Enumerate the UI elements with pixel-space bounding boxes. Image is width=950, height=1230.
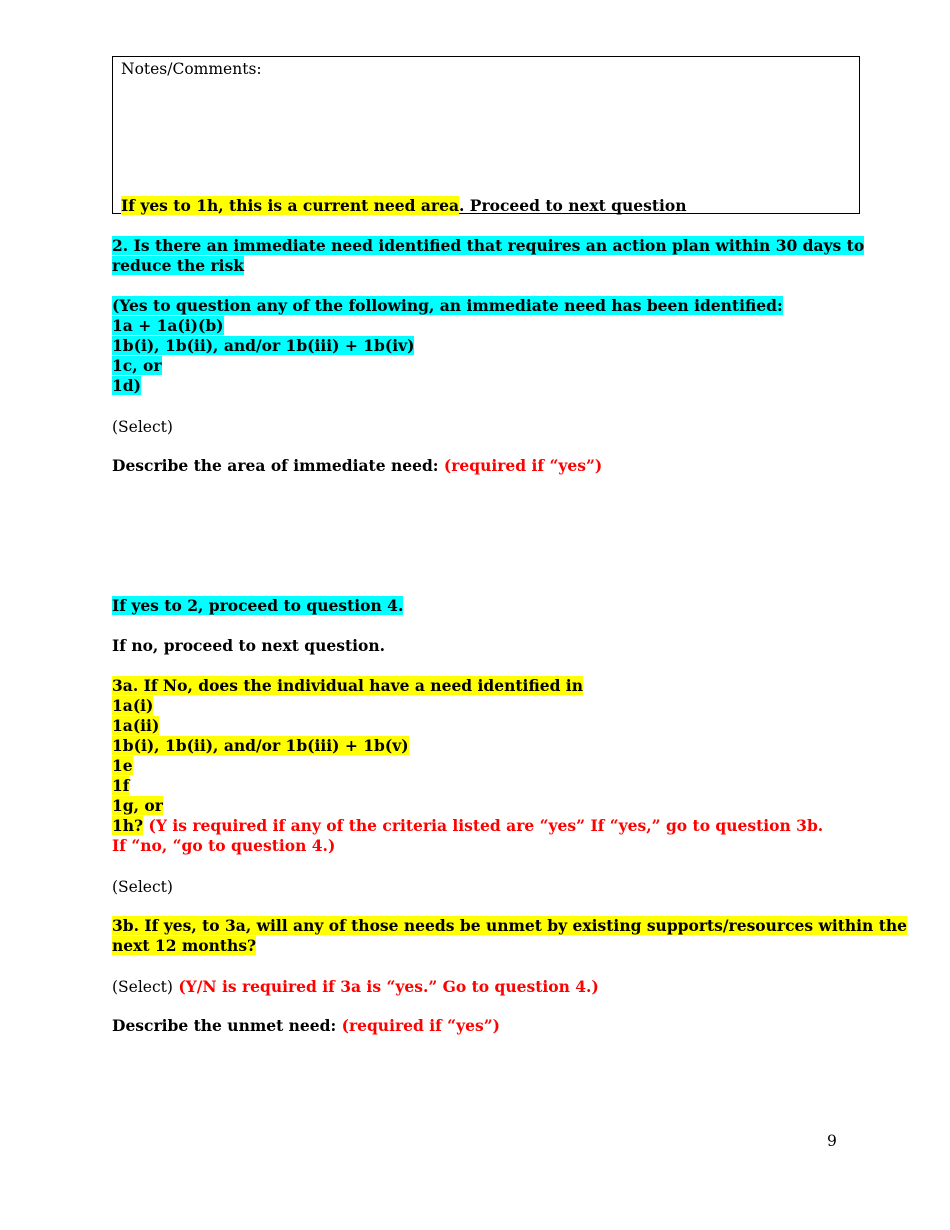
q2-required-note: (required if “yes”) (443, 456, 603, 475)
q3b-describe-label: Describe the unmet need: (required if “yes”) (112, 1016, 500, 1035)
q2-criteria-item: (Yes to question any of the following, an immediate need has been identified: (112, 296, 783, 315)
q3b-required-note: (Y/N is required if 3a is “yes.” Go to question 4.) (172, 977, 599, 996)
question-3a-line: 1a(i) (112, 696, 154, 715)
q3b-select-dropdown[interactable]: (Select) (112, 978, 173, 996)
question-2-line-1: 2. Is there an immediate need identified that requires an action plan within 30 days to (112, 236, 865, 255)
current-need-hint-highlight: If yes to 1h, this is a current need area (121, 196, 460, 215)
question-2-line-2: reduce the risk (112, 256, 245, 275)
q3b-describe-field[interactable] (112, 1038, 852, 1118)
current-need-hint-rest: . Proceed to next question (459, 196, 687, 215)
q3a-required-note: (Y is required if any of the criteria listed are “yes” If “yes,” go to question 3b. If “no, “go to question 4.) (112, 816, 824, 855)
question-3b-line-1: 3b. If yes, to 3a, will any of those needs be unmet by existing supports/resources within the (112, 916, 907, 935)
q2-criteria-item: 1c, or (112, 356, 162, 375)
question-3a-line: 3a. If No, does the individual have a need identified in (112, 676, 583, 695)
question-3a-line: 1b(i), 1b(ii), and/or 1b(iii) + 1b(v) (112, 736, 409, 755)
q2-criteria-item: 1b(i), 1b(ii), and/or 1b(iii) + 1b(iv) (112, 336, 415, 355)
q2-criteria-item: 1d) (112, 376, 141, 395)
q2-if-no-instruction: If no, proceed to next question. (112, 636, 386, 655)
question-3a-line: 1f (112, 776, 130, 795)
current-need-hint (121, 196, 687, 216)
question-3a-last-line: 1h? (Y is required if any of the criteria listed are “yes” If “yes,” go to question 3b. If “no, “go to question 4.) (112, 816, 824, 855)
question-3a-line: 1a(ii) (112, 716, 160, 735)
q2-describe-field[interactable] (112, 478, 852, 588)
q2-describe-label: Describe the area of immediate need: (required if “yes”) (112, 456, 603, 475)
q3b-required-note-2: (required if “yes”) (341, 1016, 500, 1035)
q3b-select-row (112, 977, 852, 997)
notes-comments-box[interactable] (112, 56, 860, 214)
question-3a-line: 1e (112, 756, 133, 775)
q2-select-dropdown[interactable]: (Select) (112, 418, 173, 436)
page-number: 9 (827, 1132, 837, 1150)
q2-if-yes-instruction: If yes to 2, proceed to question 4. (112, 596, 404, 615)
notes-comments-label: Notes/Comments: (121, 60, 262, 78)
question-3b-line-2: next 12 months? (112, 936, 257, 955)
q2-criteria-item: 1a + 1a(i)(b) (112, 316, 224, 335)
q3a-select-dropdown[interactable]: (Select) (112, 878, 173, 896)
question-3a-line: 1g, or (112, 796, 163, 815)
